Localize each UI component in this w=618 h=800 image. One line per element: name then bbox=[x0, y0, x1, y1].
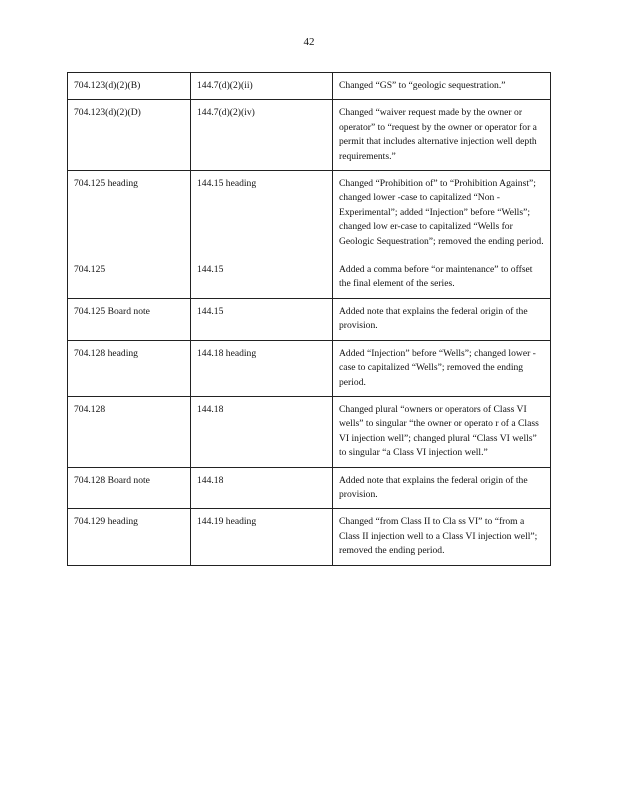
federal-section-cell: 144.15 bbox=[191, 255, 333, 298]
page-number: 42 bbox=[303, 36, 315, 48]
illinois-section-cell: 704.129 heading bbox=[68, 509, 191, 565]
change-description-cell: Changed “from Class II to Cla ss VI” to “from a Class II injection well to a Class VI injection well”; removed the ending period. bbox=[333, 509, 551, 565]
table-row bbox=[68, 509, 551, 565]
table-row bbox=[68, 340, 551, 396]
federal-section-cell: 144.18 heading bbox=[191, 340, 333, 396]
change-description-cell: Added “Injection” before “Wells”; changed lower -case to capitalized “Wells”; removed the ending period. bbox=[333, 340, 551, 396]
illinois-section-cell: 704.125 bbox=[68, 255, 191, 298]
federal-section-cell: 144.15 heading bbox=[191, 171, 333, 256]
illinois-section-cell: 704.128 Board note bbox=[68, 467, 191, 509]
table-row bbox=[68, 467, 551, 509]
illinois-section-cell: 704.123(d)(2)(D) bbox=[68, 100, 191, 171]
change-description-cell: Added note that explains the federal origin of the provision. bbox=[333, 467, 551, 509]
table-row bbox=[68, 255, 551, 298]
change-description-cell: Added a comma before “or maintenance” to offset the final element of the series. bbox=[333, 255, 551, 298]
illinois-section-cell: 704.125 Board note bbox=[68, 298, 191, 340]
table-row bbox=[68, 171, 551, 256]
change-description-cell: Changed “waiver request made by the owner or operator” to “request by the owner or operator for a permit that includes alternative injection well depth requirements.” bbox=[333, 100, 551, 171]
change-description-cell: Added note that explains the federal origin of the provision. bbox=[333, 298, 551, 340]
table-row bbox=[68, 298, 551, 340]
table-row bbox=[68, 73, 551, 100]
table-row bbox=[68, 100, 551, 171]
change-description-cell: Changed “Prohibition of” to “Prohibition Against”; changed lower -case to capitalized “Non -Experimental”; added “Injection” before “Wells”; changed low er-case to capitalized “Wells for Geologic Sequestration”; removed the ending period. bbox=[333, 171, 551, 256]
federal-section-cell: 144.7(d)(2)(ii) bbox=[191, 73, 333, 100]
federal-section-cell: 144.18 bbox=[191, 396, 333, 467]
illinois-section-cell: 704.125 heading bbox=[68, 171, 191, 256]
amendments-table bbox=[67, 72, 551, 566]
illinois-section-cell: 704.128 heading bbox=[68, 340, 191, 396]
federal-section-cell: 144.19 heading bbox=[191, 509, 333, 565]
federal-section-cell: 144.18 bbox=[191, 467, 333, 509]
federal-section-cell: 144.15 bbox=[191, 298, 333, 340]
change-description-cell: Changed plural “owners or operators of Class VI wells” to singular “the owner or operato r of a Class VI injection well”; changed plural “Class VI wells” to singular “a Class VI injection well.” bbox=[333, 396, 551, 467]
illinois-section-cell: 704.123(d)(2)(B) bbox=[68, 73, 191, 100]
illinois-section-cell: 704.128 bbox=[68, 396, 191, 467]
federal-section-cell: 144.7(d)(2)(iv) bbox=[191, 100, 333, 171]
change-description-cell: Changed “GS” to “geologic sequestration.” bbox=[333, 73, 551, 100]
table-row bbox=[68, 396, 551, 467]
